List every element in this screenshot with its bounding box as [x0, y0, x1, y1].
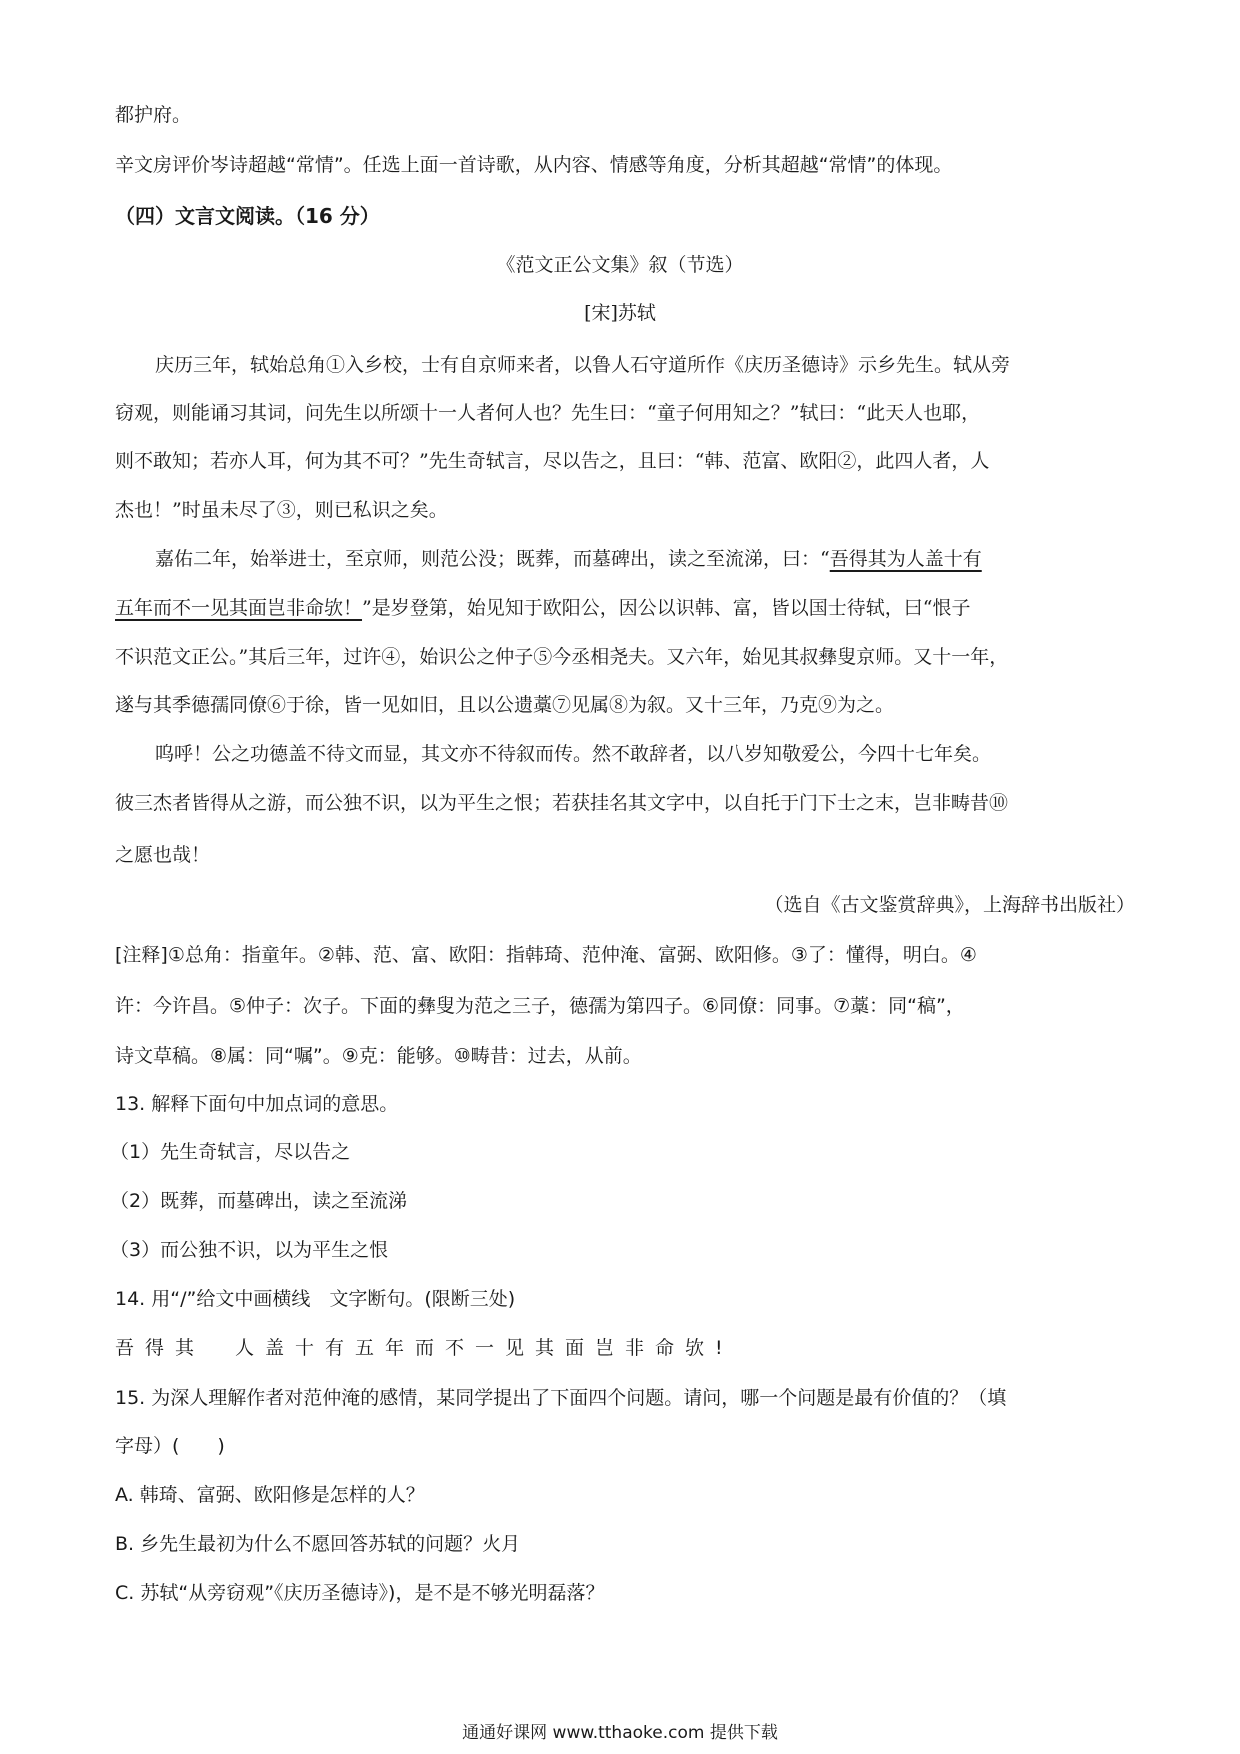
passage-p2-line1 — [155, 546, 1175, 572]
q15-option-b: B. 乡先生最初为什么不愿回答苏轼的问题？火月 — [115, 1533, 521, 1555]
q13-item-1: （1）先生奇轼言，尽以告之 — [110, 1141, 351, 1163]
q13-item-3: （3）而公独不识，以为平生之恨 — [110, 1239, 389, 1261]
passage-author: [宋]苏轼 — [584, 302, 656, 324]
passage-p2-line4: 遂与其季德孺同僚⑥于徐，皆一见如旧，且以公遗藁⑦见属⑧为叙。又十三年，乃克⑨为之。 — [115, 694, 895, 716]
q15-stem-line2: 字母）( ) — [115, 1435, 225, 1457]
q14-sentence: 吾得其 人盖十有五年而不一见其面岂非命欤! — [115, 1337, 734, 1359]
passage-p3-line1: 呜呼！公之功德盖不待文而显，其文亦不待叙而传。然不敢辞者，以八岁知敬爱公，今四十七年矣。 — [155, 743, 992, 765]
q13-stem: 13. 解释下面句中加点词的意思。 — [115, 1093, 399, 1115]
passage-p2-line2-text: ”是岁登第，始见知于欧阳公，因公以识韩、富，皆以国士待轼，曰“恨子 — [362, 597, 971, 619]
underlined-sentence-part2: 五年而不一见其面岂非命欤！ — [115, 597, 363, 619]
passage-title: 《范文正公文集》叙（节选） — [496, 254, 744, 276]
q13-item-2: （2）既葬，而墓碑出，读之至流涕 — [110, 1190, 408, 1212]
q14-stem: 14. 用“/”给文中画横线 文字断句。(限断三处) — [115, 1288, 516, 1310]
question-prompt-cen-poem: 辛文房评价岑诗超越“常情”。任选上面一首诗歌，从内容、情感等角度，分析其超越“常情”的体现。 — [115, 154, 953, 176]
q15-option-a: A. 韩琦、富弼、欧阳修是怎样的人？ — [115, 1484, 425, 1506]
passage-p2-line2 — [115, 595, 1135, 621]
passage-p1-line3: 则不敢知；若亦人耳，何为其不可？”先生奇轼言，尽以告之，且曰：“韩、范富、欧阳②，此四人者，人 — [115, 450, 990, 472]
underlined-sentence-part1: 吾得其为人盖十有 — [829, 548, 982, 570]
passage-p1-line1: 庆历三年，轼始总角①入乡校，士有自京师来者，以鲁人石守道所作《庆历圣德诗》示乡先生。轼从旁 — [155, 354, 1011, 376]
passage-p1-line4: 杰也！”时虽未尽了③，则已私识之矣。 — [115, 499, 448, 521]
q15-stem-line1: 15. 为深人理解作者对范仲淹的感情，某同学提出了下面四个问题。请问，哪一个问题是最有价值的？（填 — [115, 1387, 1007, 1409]
passage-p2-line1-text: 嘉佑二年，始举进士，至京师，则范公没；既葬，而墓碑出，读之至流涕，曰：“ — [155, 548, 830, 570]
passage-p1-line2: 窃观，则能诵习其词，问先生以所颂十一人者何人也？先生曰：“童子何用知之？”轼曰：“此天人也耶， — [115, 402, 981, 424]
passage-p3-line2: 彼三杰者皆得从之游，而公独不识，以为平生之恨；若获挂名其文字中，以自托于门下士之末，岂非畴昔⑩ — [115, 792, 1009, 814]
passage-p2-line3: 不识范文正公。”其后三年，过许④，始识公之仲子⑤今丞相尧夫。又六年，始见其叔彝叟京师。又十一年， — [115, 646, 1009, 668]
passage-source: （选自《古文鉴赏辞典》，上海辞书出版社） — [764, 894, 1135, 916]
page-footer: 通通好课网 www.tthaoke.com 提供下载 — [462, 1723, 778, 1743]
passage-p3-line3: 之愿也哉！ — [115, 844, 211, 866]
q15-option-c: C. 苏轼“从旁窃观”《庆历圣德诗》)，是不是不够光明磊落？ — [115, 1582, 605, 1604]
section-heading: （四）文言文阅读。（16 分） — [115, 204, 380, 228]
notes-line1: [注释]①总角：指童年。②韩、范、富、欧阳：指韩琦、范仲淹、富弼、欧阳修。③了：懂得，明白。④ — [115, 944, 977, 966]
notes-line3: 诗文草稿。⑧属：同“嘱”。⑨克：能够。⑩畴昔：过去，从前。 — [115, 1045, 642, 1067]
intro-line-continuation: 都护府。 — [115, 104, 192, 126]
notes-line2: 许：今许昌。⑤仲子：次子。下面的彝叟为范之三子，德孺为第四子。⑥同僚：同事。⑦藁：同“稿”， — [115, 995, 965, 1017]
